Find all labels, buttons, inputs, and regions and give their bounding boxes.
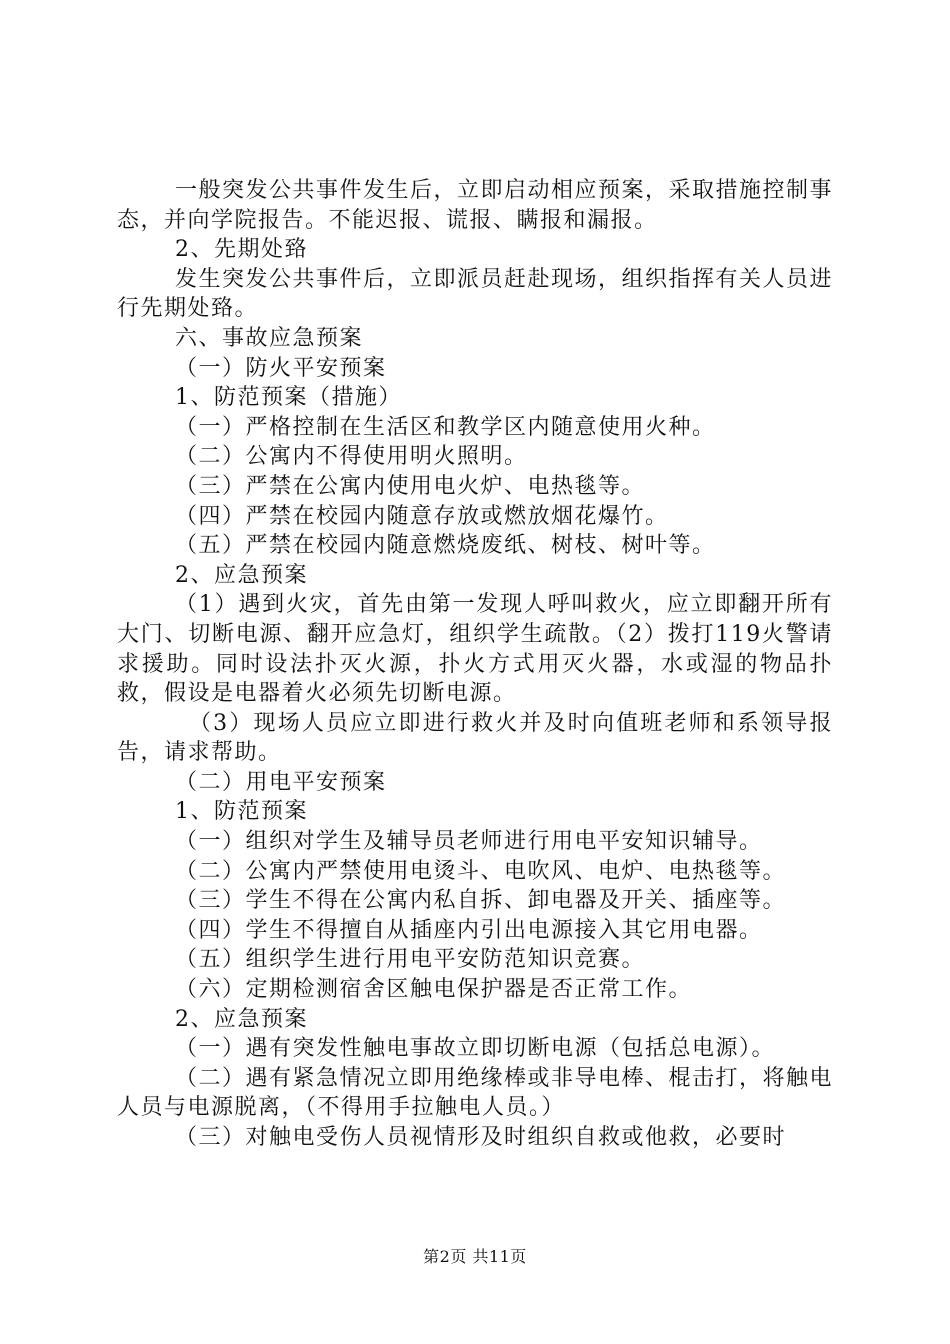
section-heading: 2、应急预案 — [175, 562, 308, 588]
section-heading: 2、应急预案 — [175, 1006, 308, 1032]
paragraph: 发生突发公共事件后，立即派员赶赴现场，组织指挥有关人员进行先期处臵。 — [117, 266, 834, 322]
list-item: （二）遇有紧急情况立即用绝缘棒或非导电棒、棍击打，将触电人员与电源脱离，（不得用手拉触电人员。） — [117, 1065, 834, 1121]
list-item: （二）公寓内不得使用明火照明。 — [175, 444, 528, 470]
paragraph: 一般突发公共事件发生后，立即启动相应预案，采取措施控制事态，并向学院报告。不能迟报、谎报、瞒报和漏报。 — [117, 178, 834, 233]
paragraph: （1）遇到火灾，首先由第一发现人呼叫救火，应立即翻开所有大门、切断电源、翻开应急灯，组织学生疏散。（2）拨打119火警请求援助。同时设法扑灭火源，扑火方式用灭火器，水或湿的物品扑救，假设是电器着火必须先切断电源。 — [117, 592, 833, 707]
list-item: （一）严格控制在生活区和教学区内随意使用火种。 — [175, 414, 716, 440]
page-number: 第2页 共11页 — [423, 1247, 527, 1266]
document-body — [117, 176, 833, 1153]
section-heading: 六、事故应急预案 — [175, 325, 364, 351]
list-item: （三）学生不得在公寓内私自拆、卸电器及开关、插座等。 — [175, 888, 787, 914]
list-item: （四）学生不得擅自从插座内引出电源接入其它用电器。 — [175, 917, 763, 943]
paragraph: （3）现场人员应立即进行救火并及时向值班老师和系领导报告，请求帮助。 — [117, 710, 833, 766]
list-item: （五）严禁在校园内随意燃烧废纸、树枝、树叶等。 — [175, 533, 716, 559]
list-item: （六）定期检测宿舍区触电保护器是否正常工作。 — [175, 977, 693, 1003]
section-heading: 1、防范预案 — [175, 799, 308, 825]
list-item: （五）组织学生进行用电平安防范知识竞赛。 — [175, 947, 646, 973]
list-item: （三）对触电受伤人员视情形及时组织自救或他救，必要时 — [175, 1125, 787, 1150]
list-item: （四）严禁在校园内随意存放或燃放烟花爆竹。 — [175, 503, 669, 529]
section-heading: （一）防火平安预案 — [175, 355, 387, 381]
section-heading: （二）用电平安预案 — [175, 769, 387, 795]
section-heading: 1、防范预案（措施） — [175, 385, 402, 411]
section-heading: 2、先期处臵 — [175, 237, 308, 263]
list-item: （三）严禁在公寓内使用电火炉、电热毯等。 — [175, 473, 646, 499]
list-item: （二）公寓内严禁使用电烫斗、电吹风、电炉、电热毯等。 — [175, 858, 787, 884]
list-item: （一）组织对学生及辅导员老师进行用电平安知识辅导。 — [175, 829, 763, 855]
list-item: （一）遇有突发性触电事故立即切断电源（包括总电源）。 — [175, 1036, 776, 1062]
